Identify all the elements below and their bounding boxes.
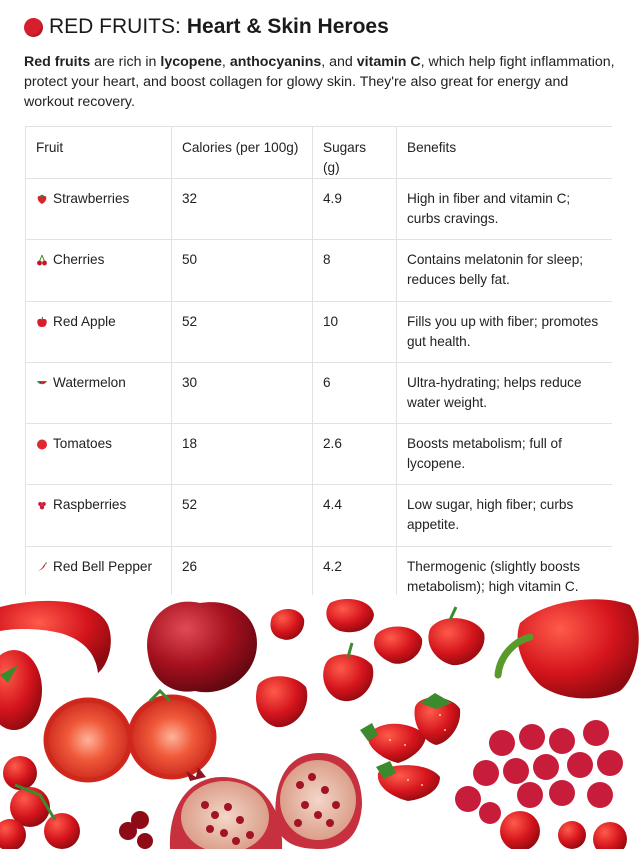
sugars-cell: 8 bbox=[313, 240, 397, 301]
watermelon-icon bbox=[36, 377, 48, 389]
calories-cell: 26 bbox=[172, 546, 313, 595]
habanero-pepper bbox=[270, 609, 304, 640]
sugars-cell: 4.4 bbox=[313, 485, 397, 546]
calories-cell: 50 bbox=[172, 240, 313, 301]
intro-bold-lycopene: lycopene bbox=[160, 54, 222, 70]
benefits-cell: Contains melatonin for sleep; reduces belly fat. bbox=[397, 240, 613, 301]
strawberry bbox=[368, 724, 426, 763]
benefits-cell: Ultra-hydrating; helps reduce water weight. bbox=[397, 362, 613, 423]
sugars-cell: 10 bbox=[313, 301, 397, 362]
raspberry-icon bbox=[36, 499, 48, 511]
nutrition-table bbox=[25, 126, 612, 595]
red-fruits-photo bbox=[0, 595, 640, 849]
title-prefix: RED FRUITS: bbox=[49, 15, 181, 38]
calories-cell: 18 bbox=[172, 424, 313, 485]
raspberries bbox=[455, 720, 623, 824]
fruit-name: Tomatoes bbox=[53, 436, 112, 452]
fruit-name: Red Apple bbox=[53, 313, 116, 329]
tomato-icon bbox=[36, 438, 48, 450]
benefits-cell: Low sugar, high fiber; curbs appetite. bbox=[397, 485, 613, 546]
header-calories: Calories (per 100g) bbox=[172, 127, 313, 179]
strawberry-icon bbox=[36, 193, 48, 205]
calories-cell: 52 bbox=[172, 301, 313, 362]
red-apple bbox=[147, 602, 257, 693]
fruit-cell bbox=[26, 179, 172, 240]
table-row bbox=[26, 301, 613, 362]
sugars-cell: 4.9 bbox=[313, 179, 397, 240]
tomato bbox=[0, 650, 42, 730]
table-row bbox=[26, 485, 613, 546]
intro-text: , and bbox=[321, 54, 357, 70]
red-bell-pepper bbox=[518, 599, 639, 698]
page-title bbox=[24, 12, 624, 42]
cherries-icon bbox=[36, 254, 48, 266]
sugars-cell: 2.6 bbox=[313, 424, 397, 485]
fruit-cell bbox=[26, 240, 172, 301]
intro-text: are rich in bbox=[90, 54, 161, 70]
fruit-name: Cherries bbox=[53, 252, 105, 268]
intro-text: , which help fight inflammation, protect your heart, and boost collagen for glowy skin. They're also great for energy and workout recovery. bbox=[24, 54, 615, 110]
table-row bbox=[26, 240, 613, 301]
header-sugars: Sugars (g) bbox=[313, 127, 397, 179]
fruit-cell bbox=[26, 546, 172, 595]
fruit-cell bbox=[26, 362, 172, 423]
fruit-cell bbox=[26, 301, 172, 362]
fruit-name: Strawberries bbox=[53, 191, 130, 206]
fruit-name: Watermelon bbox=[53, 374, 126, 390]
fruit-cell bbox=[26, 485, 172, 546]
benefits-cell: Fills you up with fiber; promotes gut health. bbox=[397, 301, 613, 362]
calories-cell: 30 bbox=[172, 362, 313, 423]
benefits-cell: Boosts metabolism; full of lycopene. bbox=[397, 424, 613, 485]
fruit-name: Red Bell Pepper bbox=[53, 558, 152, 574]
table-row bbox=[26, 546, 613, 595]
sugars-cell: 4.2 bbox=[313, 546, 397, 595]
fruit-name: Raspberries bbox=[53, 497, 127, 513]
intro-paragraph bbox=[24, 52, 620, 112]
table-row bbox=[26, 179, 613, 240]
intro-bold-red-fruits: Red fruits bbox=[24, 54, 91, 70]
sugars-cell: 6 bbox=[313, 362, 397, 423]
table-row bbox=[26, 362, 613, 423]
intro-bold-vitamin-c: vitamin C bbox=[356, 54, 421, 70]
header-benefits: Benefits bbox=[397, 127, 613, 179]
benefits-cell: Thermogenic (slightly boosts metabolism); high vitamin C. bbox=[397, 546, 613, 595]
intro-text: , bbox=[221, 54, 230, 70]
header-fruit: Fruit bbox=[26, 127, 172, 179]
benefits-cell: High in fiber and vitamin C; curbs cravings. bbox=[397, 179, 613, 240]
red-apple-icon bbox=[36, 316, 48, 328]
fruit-cell bbox=[26, 424, 172, 485]
calories-cell: 52 bbox=[172, 485, 313, 546]
title-bold: Heart & Skin Heroes bbox=[186, 15, 389, 38]
nutrition-table-container bbox=[25, 126, 612, 595]
calories-cell: 32 bbox=[172, 179, 313, 240]
red-fruits-illustration bbox=[0, 595, 640, 849]
red-circle-icon bbox=[24, 18, 43, 37]
intro-bold-anthocyanins: anthocyanins bbox=[229, 54, 322, 70]
chili-pepper-icon bbox=[36, 561, 48, 573]
table-header-row bbox=[26, 127, 613, 179]
table-row bbox=[26, 424, 613, 485]
